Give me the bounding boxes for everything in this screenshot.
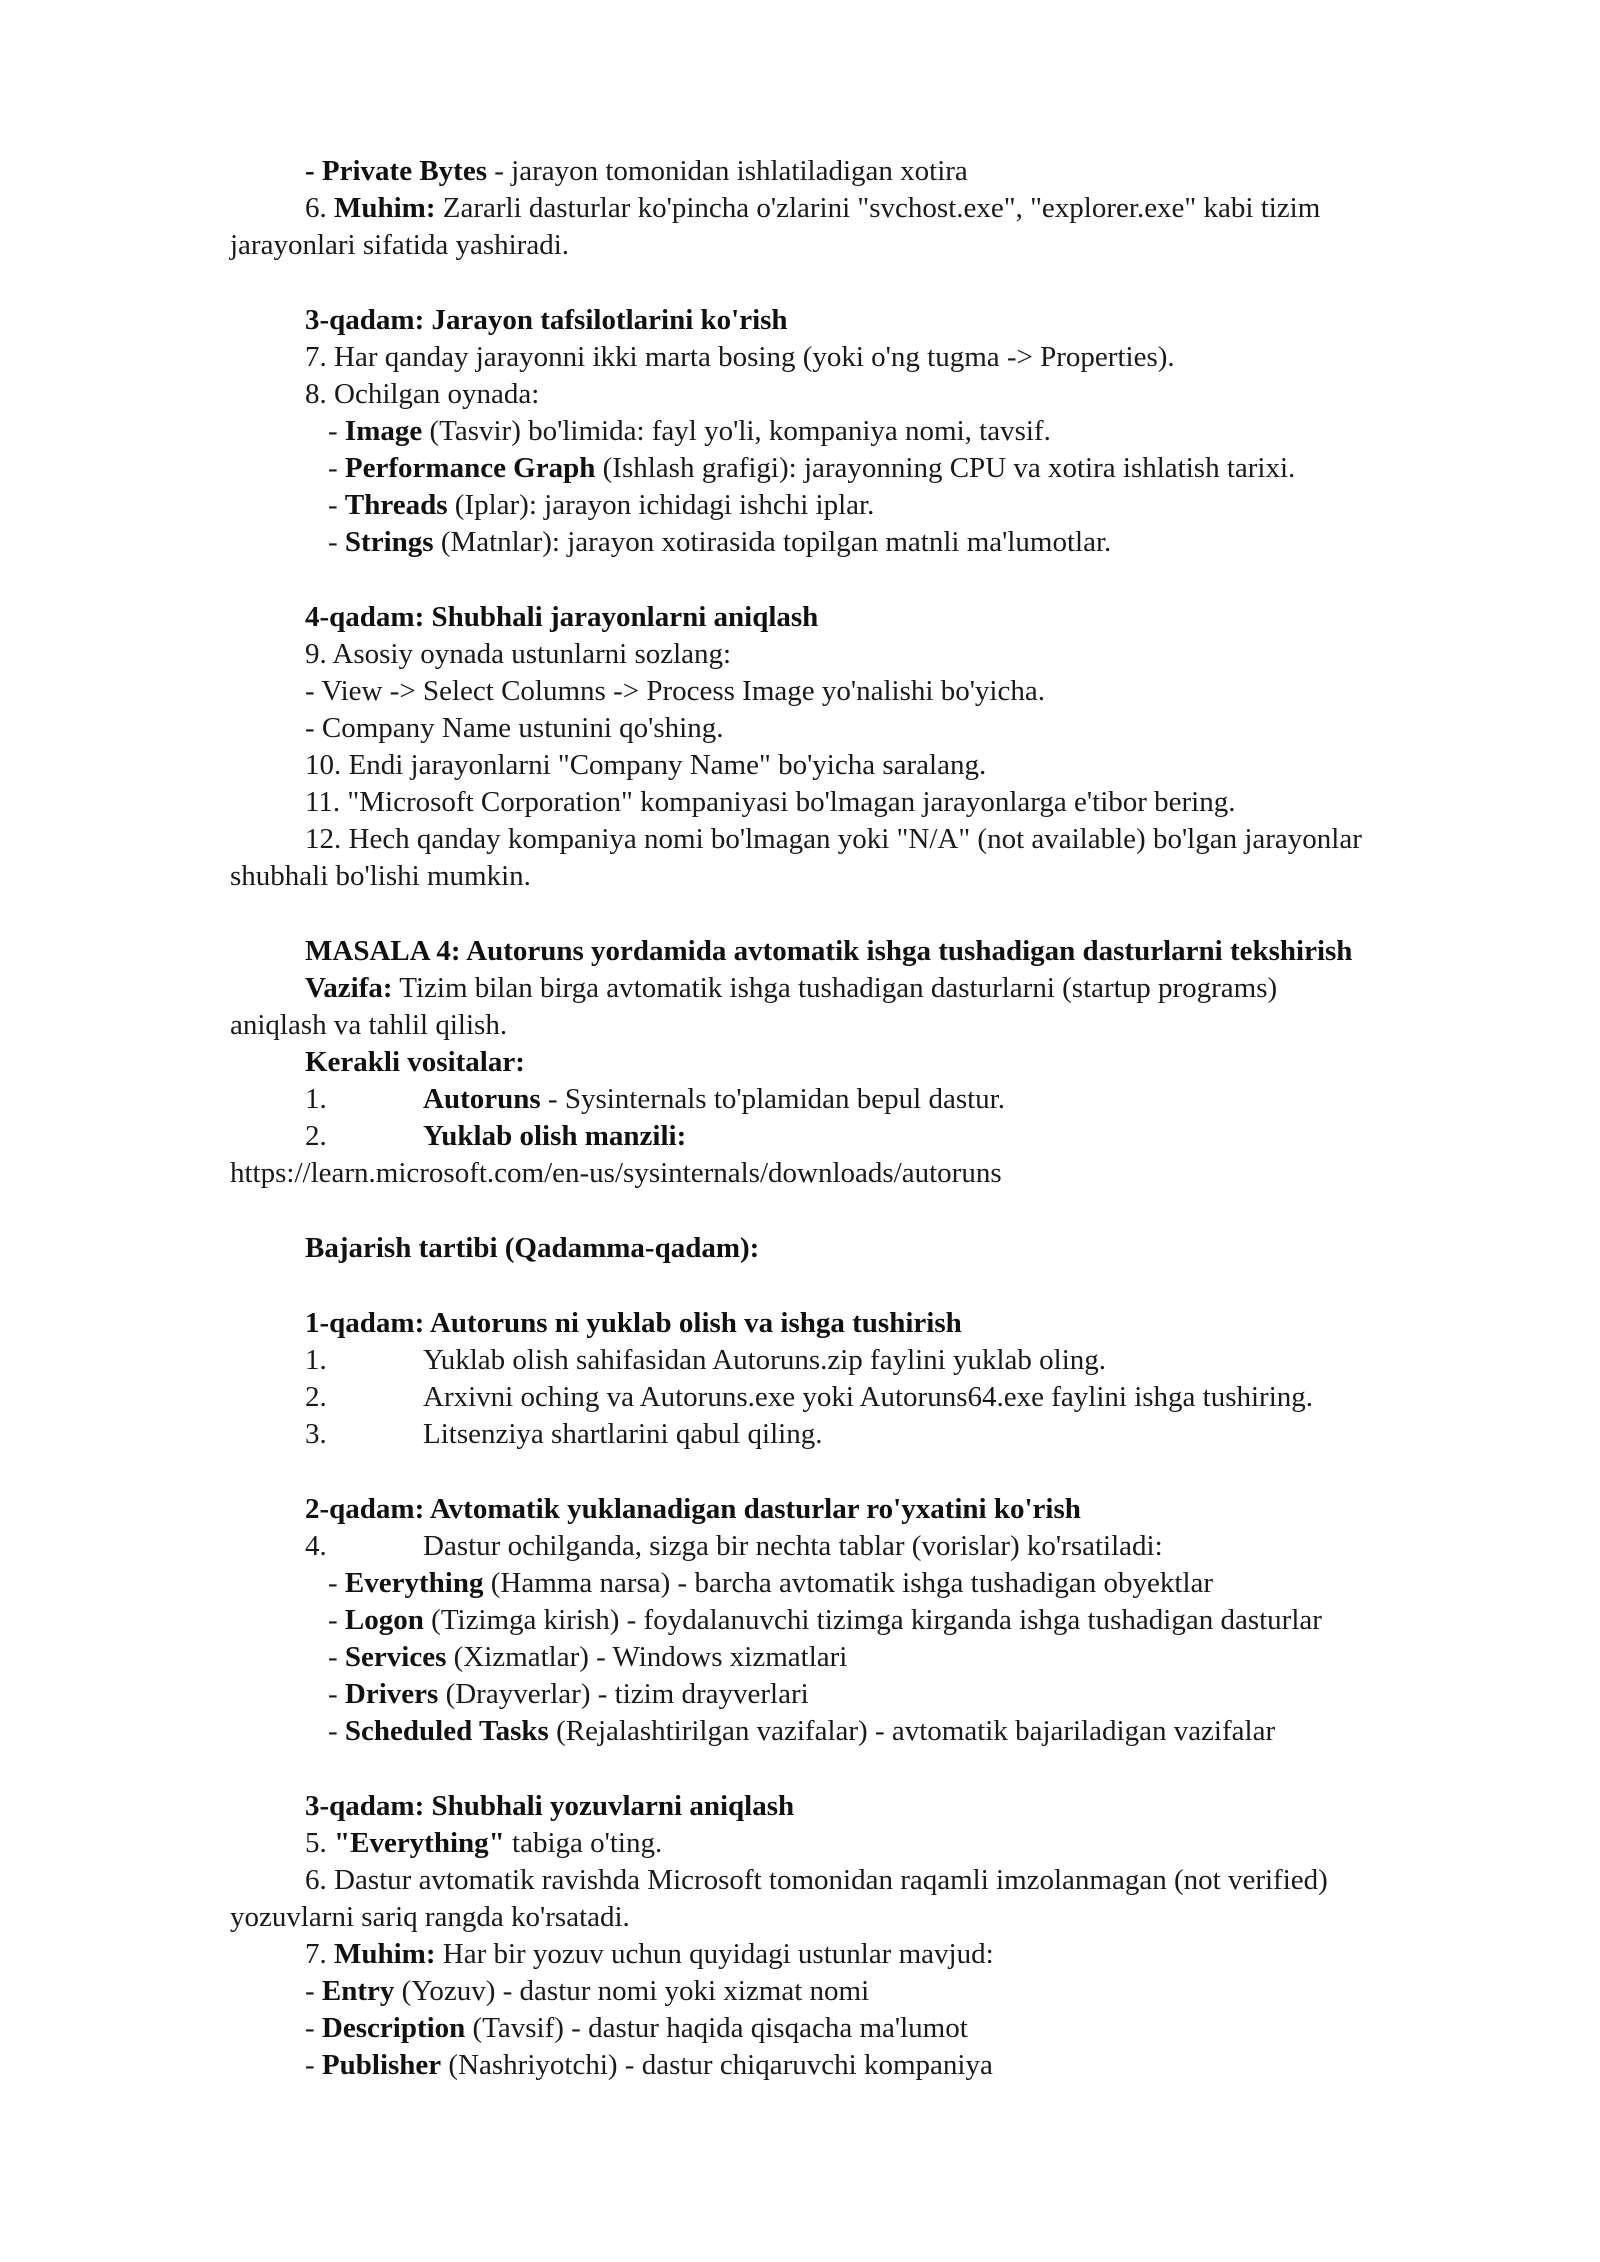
bold-term: Threads [344, 489, 448, 521]
line-text: 12. Hech qanday kompaniya nomi bo'lmagan yoki "N/A" (not available) bo'lgan jarayonlar [305, 823, 1362, 855]
line-text: (Rejalashtirilgan vazifalar) - avtomatik bajariladigan vazifalar [548, 1715, 1276, 1747]
line-text: (Xizmatlar) - Windows xizmatlari [446, 1641, 848, 1673]
heading-text: Bajarish tartibi (Qadamma-qadam): [305, 1232, 760, 1264]
item-number: 2. [305, 1120, 327, 1152]
text-line [305, 190, 1320, 227]
bold-term: Autoruns [423, 1083, 541, 1115]
line-text: Yuklab olish sahifasidan Autoruns.zip faylini yuklab oling. [423, 1344, 1107, 1376]
item-number: 3. [305, 1418, 327, 1450]
line-text: Dastur ochilganda, sizga bir nechta tablar (vorislar) ko'rsatiladi: [423, 1530, 1163, 1562]
bold-term: Everything [344, 1567, 484, 1599]
line-prefix: - [328, 415, 345, 447]
bullet-item [328, 450, 1295, 487]
step-heading [305, 1230, 759, 1267]
heading-text: 3-qadam: Jarayon tafsilotlarini ko'rish [305, 304, 788, 336]
bold-term: "Everything" [334, 1827, 505, 1859]
bullet-item [328, 1713, 1275, 1750]
line-prefix: - [328, 1641, 345, 1673]
text-line [305, 376, 539, 413]
line-text: aniqlash va tahlil qilish. [230, 1009, 508, 1041]
bold-term: Publisher [321, 2049, 442, 2081]
text-line [305, 710, 723, 747]
line-prefix: - [328, 452, 345, 484]
line-text: - Company Name ustunini qo'shing. [305, 712, 724, 744]
line-prefix: - [328, 1678, 345, 1710]
text-line [305, 636, 731, 673]
text-line [305, 821, 1362, 858]
step-heading [305, 302, 788, 339]
bold-term: Logon [344, 1604, 424, 1636]
bold-term: Image [344, 415, 423, 447]
bullet-item [328, 1565, 1213, 1602]
text-line [305, 970, 1277, 1007]
text-line [305, 339, 1175, 376]
line-text: (Iplar): jarayon ichidagi ishchi iplar. [447, 489, 875, 521]
line-text: 9. Asosiy oynada ustunlarni sozlang: [305, 638, 732, 670]
line-text: (Tizimga kirish) - foydalanuvchi tizimga kirganda ishga tushadigan dasturlar [423, 1604, 1322, 1636]
bold-term: Description [321, 2012, 466, 2044]
line-text: - View -> Select Columns -> Process Image yo'nalishi bo'yicha. [305, 675, 1045, 707]
bold-term: Vazifa: [305, 972, 393, 1004]
line-text: shubhali bo'lishi mumkin. [230, 860, 531, 892]
line-text: yozuvlarni sariq rangda ko'rsatadi. [230, 1901, 630, 1933]
bold-term: Performance Graph [344, 452, 596, 484]
line-prefix: - [305, 2049, 322, 2081]
text-line [305, 1825, 662, 1862]
text-line [305, 1044, 525, 1081]
heading-text: 3-qadam: Shubhali yozuvlarni aniqlash [305, 1790, 795, 1822]
line-text: (Yozuv) - dastur nomi yoki xizmat nomi [394, 1975, 870, 2007]
bullet-item [328, 1639, 847, 1676]
heading-text: MASALA 4: Autoruns yordamida avtomatik ishga tushadigan dasturlarni tekshirish [305, 935, 1353, 967]
line-text: 7. Har qanday jarayonni ikki marta bosing (yoki o'ng tugma -> Properties). [305, 341, 1175, 373]
line-text: (Tavsif) - dastur haqida qisqacha ma'lumot [465, 2012, 968, 2044]
bullet-item [305, 1973, 869, 2010]
line-prefix: - [328, 1715, 345, 1747]
item-number: 4. [305, 1530, 327, 1562]
line-text: (Tasvir) bo'limida: fayl yo'li, kompaniya nomi, tavsif. [422, 415, 1051, 447]
bullet-item [328, 1602, 1322, 1639]
bullet-item [328, 413, 1051, 450]
bullet-item [328, 487, 874, 524]
item-number: 2. [305, 1381, 327, 1413]
bold-term: Kerakli vositalar: [305, 1046, 525, 1078]
line-text: Arxivni oching va Autoruns.exe yoki Autoruns64.exe faylini ishga tushiring. [423, 1381, 1314, 1413]
line-text: Tizim bilan birga avtomatik ishga tushadigan dasturlarni (startup programs) [392, 972, 1278, 1004]
item-number: 1. [305, 1344, 327, 1376]
text-line [305, 747, 986, 784]
line-text: Zararli dasturlar ko'pincha o'zlarini "svchost.exe", "explorer.exe" kabi tizim [435, 192, 1321, 224]
line-text: (Ishlash grafigi): jarayonning CPU va xotira ishlatish tarixi. [595, 452, 1296, 484]
line-prefix: 7. [305, 1938, 334, 1970]
bold-term: Services [344, 1641, 447, 1673]
heading-text: 2-qadam: Avtomatik yuklanadigan dasturlar ro'yxatini ko'rish [305, 1493, 1081, 1525]
bold-term: Scheduled Tasks [344, 1715, 549, 1747]
line-text: jarayonlari sifatida yashiradi. [230, 229, 570, 261]
bold-term: Drivers [344, 1678, 439, 1710]
text-line [230, 1007, 507, 1044]
text-line [305, 673, 1045, 710]
line-text: 8. Ochilgan oynada: [305, 378, 540, 410]
line-prefix: - [328, 526, 345, 558]
line-text: (Hamma narsa) - barcha avtomatik ishga tushadigan obyektlar [483, 1567, 1214, 1599]
line-text: (Drayverlar) - tizim drayverlari [438, 1678, 809, 1710]
text-line [230, 858, 531, 895]
heading-text: 1-qadam: Autoruns ni yuklab olish va ishga tushirish [305, 1307, 962, 1339]
line-text: (Nashriyotchi) - dastur chiqaruvchi kompaniya [441, 2049, 993, 2081]
line-prefix: - [305, 1975, 322, 2007]
section-heading [305, 933, 1352, 970]
line-text: 6. Dastur avtomatik ravishda Microsoft tomonidan raqamli imzolanmagan (not verified) [305, 1864, 1328, 1896]
bold-term: Muhim: [334, 1938, 436, 1970]
line-prefix: - [305, 2012, 322, 2044]
step-heading [305, 1788, 794, 1825]
bold-term: Strings [344, 526, 434, 558]
bold-term: Entry [321, 1975, 395, 2007]
line-prefix: - [328, 1567, 345, 1599]
item-number: 1. [305, 1083, 327, 1115]
line-text: 10. Endi jarayonlarni "Company Name" bo'yicha saralang. [305, 749, 987, 781]
text-line [305, 784, 1236, 821]
bold-term: Muhim: [334, 192, 436, 224]
line-prefix: - [328, 1604, 345, 1636]
line-text: (Matnlar): jarayon xotirasida topilgan matnli ma'lumotlar. [433, 526, 1112, 558]
line-text: Har bir yozuv uchun quyidagi ustunlar mavjud: [435, 1938, 994, 1970]
bullet-item [305, 2047, 993, 2084]
line-text: 11. "Microsoft Corporation" kompaniyasi bo'lmagan jarayonlarga e'tibor bering. [305, 786, 1236, 818]
line-text: https://learn.microsoft.com/en-us/sysinternals/downloads/autoruns [230, 1157, 1002, 1189]
url-text [230, 1155, 1002, 1192]
bullet-item [328, 1676, 809, 1713]
bullet-item [328, 524, 1111, 561]
step-heading [305, 1305, 962, 1342]
line-text: - Sysinternals to'plamidan bepul dastur. [540, 1083, 1005, 1115]
text-line [305, 1862, 1328, 1899]
heading-text: 4-qadam: Shubhali jarayonlarni aniqlash [305, 601, 819, 633]
step-heading [305, 1491, 1081, 1528]
line-prefix: - [328, 489, 345, 521]
bullet-item [305, 2010, 968, 2047]
line-prefix: 5. [305, 1827, 334, 1859]
bold-term: Yuklab olish manzili: [423, 1120, 687, 1152]
text-line [230, 1899, 630, 1936]
line-text: - jarayon tomonidan ishlatiladigan xotira [487, 155, 968, 187]
step-heading [305, 599, 818, 636]
text-line [305, 153, 968, 190]
text-line [230, 227, 569, 264]
text-line [305, 1936, 994, 1973]
line-text: tabiga o'ting. [504, 1827, 663, 1859]
line-text: Litsenziya shartlarini qabul qiling. [423, 1418, 823, 1450]
line-prefix: 6. [305, 192, 334, 224]
bold-term: - Private Bytes [305, 155, 487, 187]
